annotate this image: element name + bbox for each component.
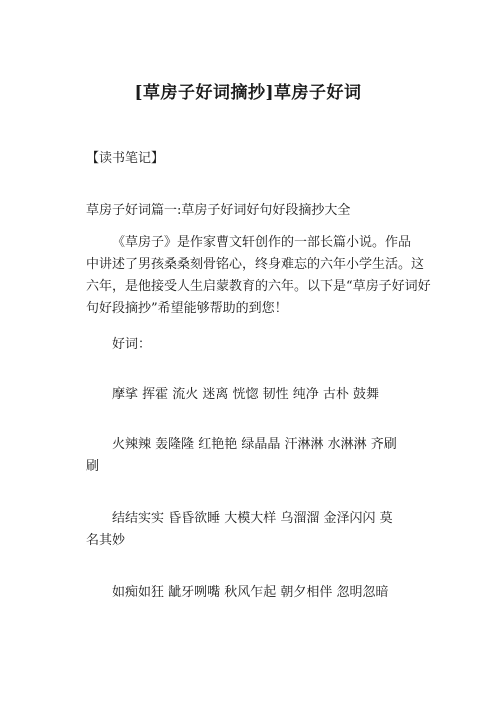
intro-line: 句好段摘抄”希望能够帮助的到您！ — [86, 301, 288, 316]
intro-line: 《草房子》是作家曹文轩创作的一部长篇小说。作品 — [112, 235, 412, 250]
word-group-4 — [86, 582, 426, 604]
section-label: 【读书笔记】 — [86, 151, 165, 166]
word-line: 摩挲 挥霍 流火 迷离 恍惚 韧性 纯净 古朴 鼓舞 — [112, 387, 380, 402]
word-group-1 — [86, 384, 426, 406]
word-line: 结结实实 昏昏欲睡 大模大样 乌溜溜 金泽闪闪 莫 — [112, 511, 393, 526]
word-line: 如痴如狂 龇牙咧嘴 秋风乍起 朝夕相伴 忽明忽暗 — [112, 585, 389, 600]
word-line: 火辣辣 轰隆隆 红艳艳 绿晶晶 汗淋淋 水淋淋 齐刷 — [112, 437, 397, 452]
good-words-label: 好词： — [112, 337, 152, 352]
document-title: [草房子好词摘抄]草房子好词 — [134, 83, 362, 103]
intro-paragraph — [86, 232, 431, 320]
intro-line: 中讲述了男孩桑桑刻骨铭心，终身难忘的六年小学生活。这 — [86, 257, 425, 272]
word-group-2 — [86, 434, 426, 478]
word-group-3 — [86, 508, 426, 552]
intro-line: 六年，是他接受人生启蒙教育的六年。以下是“草房子好词好 — [86, 279, 431, 294]
article-heading: 草房子好词篇一:草房子好词好句好段摘抄大全 — [86, 203, 351, 218]
word-line: 名其妙 — [86, 533, 126, 548]
word-line: 刷 — [86, 459, 100, 474]
